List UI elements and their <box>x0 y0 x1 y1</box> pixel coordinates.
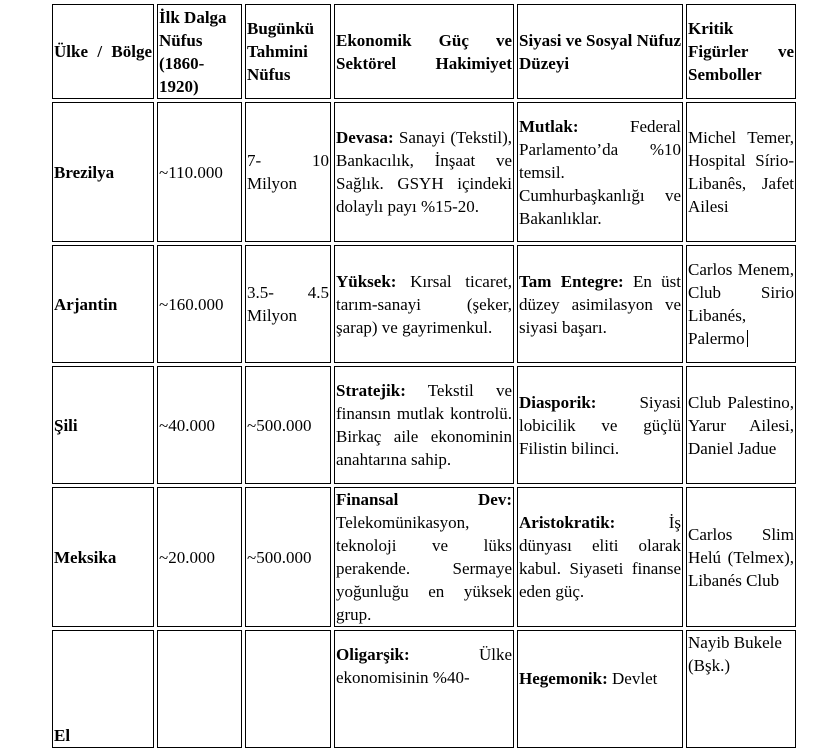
cell-first-wave <box>157 630 242 748</box>
pol-text: Devlet <box>607 669 658 688</box>
cell-first-wave: ~20.000 <box>157 487 242 627</box>
cell-country: Arjantin <box>52 245 154 363</box>
econ-label: Yüksek: <box>336 271 397 291</box>
table-header-row <box>52 4 796 99</box>
econ-text: Kırsal ticaret, tarım-sanayi (şeker, şarap) ve gayrimenkul. <box>336 271 512 337</box>
table-row <box>52 630 796 748</box>
cell-figures[interactable] <box>686 245 796 363</box>
pol-label: Aristokratik: <box>519 513 616 532</box>
diaspora-table <box>49 1 799 751</box>
table-row <box>52 245 796 363</box>
cell-today <box>245 630 331 748</box>
cell-political <box>517 366 683 484</box>
econ-label: Devasa: <box>336 128 394 147</box>
pol-label: Tam Entegre: <box>519 271 624 291</box>
pol-label: Mutlak: <box>519 116 579 136</box>
pol-text: İş dünyası eliti olarak kabul. Siyaseti finanse eden güç. <box>519 513 681 601</box>
cell-economic <box>334 630 514 748</box>
cell-country: El <box>52 630 154 748</box>
pol-text: En üst düzey asimilasyon ve siyasi başarı. <box>519 271 681 337</box>
cell-first-wave: ~40.000 <box>157 366 242 484</box>
table-row <box>52 102 796 242</box>
header-first-wave: İlk Dalga Nüfus (1860-1920) <box>157 4 242 99</box>
econ-text: Telekomünikasyon, teknoloji ve lüks perakende. Sermaye yoğunluğu en yüksek grup. <box>336 513 512 624</box>
cell-first-wave: ~110.000 <box>157 102 242 242</box>
econ-label: Stratejik: <box>336 381 406 400</box>
header-political: Siyasi ve Sosyal Nüfuz Düzeyi <box>517 4 683 99</box>
table-row <box>52 366 796 484</box>
cell-figures: Carlos Slim Helú (Telmex), Libanés Club <box>686 487 796 627</box>
cell-political <box>517 245 683 363</box>
econ-text: Sanayi (Tekstil), Bankacılık, İnşaat ve Sağlık. GSYH içindeki dolaylı payı %15-20. <box>336 128 512 216</box>
econ-label: Oligarşik: <box>336 645 410 664</box>
pol-text: Siyasi lobicilik ve güçlü Filistin bilinci. <box>519 392 681 458</box>
cell-political <box>517 102 683 242</box>
cell-economic <box>334 102 514 242</box>
cell-today: ~500.000 <box>245 487 331 627</box>
econ-label: Finansal Dev: <box>336 490 512 509</box>
cell-figures: Club Palestino, Yarur Ailesi, Daniel Jadue <box>686 366 796 484</box>
cell-today: ~500.000 <box>245 366 331 484</box>
pol-text: Federal Parlamento’da %10 temsil. Cumhurbaşkanlığı ve Bakanlıklar. <box>519 116 681 228</box>
cell-today: 3.5- 4.5 Milyon <box>245 245 331 363</box>
cell-figures: Michel Temer, Hospital Sírio-Libanês, Jafet Ailesi <box>686 102 796 242</box>
cell-country: Meksika <box>52 487 154 627</box>
header-country: Ülke / Bölge <box>52 4 154 99</box>
cell-today: 7- 10 Milyon <box>245 102 331 242</box>
cell-economic <box>334 487 514 627</box>
cell-figures: Nayib Bukele (Bşk.) <box>686 630 796 748</box>
cell-political <box>517 630 683 748</box>
figures-text: Carlos Menem, Club Sirio Libanés, Palermo <box>688 260 794 348</box>
pol-label: Diasporik: <box>519 392 597 412</box>
table-row <box>52 487 796 627</box>
cell-first-wave: ~160.000 <box>157 245 242 363</box>
econ-text: Tekstil ve finansın mutlak kontrolü. Birkaç aile ekonominin anahtarına sahip. <box>336 381 512 469</box>
header-economic: Ekonomik Güç ve Sektörel Hakimiyet <box>334 4 514 99</box>
cell-political <box>517 487 683 627</box>
econ-text: Ülke ekonomisinin %40- <box>336 645 512 687</box>
cell-country: Şili <box>52 366 154 484</box>
header-today-estimate: Bugünkü Tahmini Nüfus <box>245 4 331 99</box>
pol-label: Hegemonik: <box>519 669 608 688</box>
cell-economic <box>334 245 514 363</box>
text-cursor <box>747 330 748 347</box>
header-figures: Kritik Figürler ve Semboller <box>686 4 796 99</box>
cell-country: Brezilya <box>52 102 154 242</box>
cell-economic <box>334 366 514 484</box>
